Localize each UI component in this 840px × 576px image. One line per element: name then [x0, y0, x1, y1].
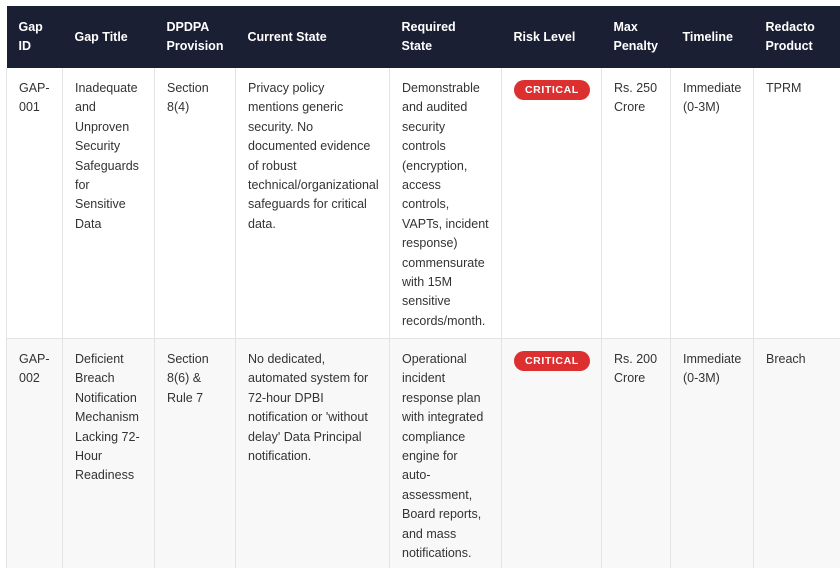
table-header	[7, 6, 840, 68]
risk-level-badge: CRITICAL	[514, 351, 590, 371]
cell-required-state: Demonstrable and audited security controls (encryption, access controls, VAPTs, incident response) commensurate with 15M sensitive records/month.	[390, 68, 502, 339]
header-gap-title: Gap Title	[63, 6, 155, 68]
gap-analysis-table-container	[6, 6, 840, 568]
cell-risk-level	[502, 339, 602, 569]
table-body	[7, 68, 840, 568]
header-gap-id: Gap ID	[7, 6, 63, 68]
table-row	[7, 339, 840, 569]
header-row	[7, 6, 840, 68]
cell-gap-id: GAP-001	[7, 68, 63, 339]
cell-max-penalty: Rs. 200 Crore	[602, 339, 671, 569]
risk-level-badge: CRITICAL	[514, 80, 590, 100]
header-required-state: Required State	[390, 6, 502, 68]
cell-gap-title: Deficient Breach Notification Mechanism Lacking 72-Hour Readiness	[63, 339, 155, 569]
cell-timeline: Immediate (0-3M)	[671, 68, 754, 339]
cell-max-penalty: Rs. 250 Crore	[602, 68, 671, 339]
cell-timeline: Immediate (0-3M)	[671, 339, 754, 569]
header-max-penalty: Max Penalty	[602, 6, 671, 68]
header-redacto-product: Redacto Product	[754, 6, 840, 68]
cell-provision: Section 8(6) & Rule 7	[155, 339, 236, 569]
cell-product: Breach	[754, 339, 840, 569]
header-current-state: Current State	[236, 6, 390, 68]
cell-current-state: Privacy policy mentions generic security. No documented evidence of robust technical/organizational safeguards for critical data.	[236, 68, 390, 339]
cell-gap-title: Inadequate and Unproven Security Safeguards for Sensitive Data	[63, 68, 155, 339]
cell-product: TPRM	[754, 68, 840, 339]
table-row	[7, 68, 840, 339]
header-timeline: Timeline	[671, 6, 754, 68]
cell-risk-level	[502, 68, 602, 339]
cell-provision: Section 8(4)	[155, 68, 236, 339]
cell-current-state: No dedicated, automated system for 72-hour DPBI notification or 'without delay' Data Principal notification.	[236, 339, 390, 569]
cell-gap-id: GAP-002	[7, 339, 63, 569]
header-dpdpa-provision: DPDPA Provision	[155, 6, 236, 68]
cell-required-state: Operational incident response plan with integrated compliance engine for auto-assessment, Board reports, and mass notifications.	[390, 339, 502, 569]
header-risk-level: Risk Level	[502, 6, 602, 68]
gap-analysis-table	[6, 6, 840, 568]
